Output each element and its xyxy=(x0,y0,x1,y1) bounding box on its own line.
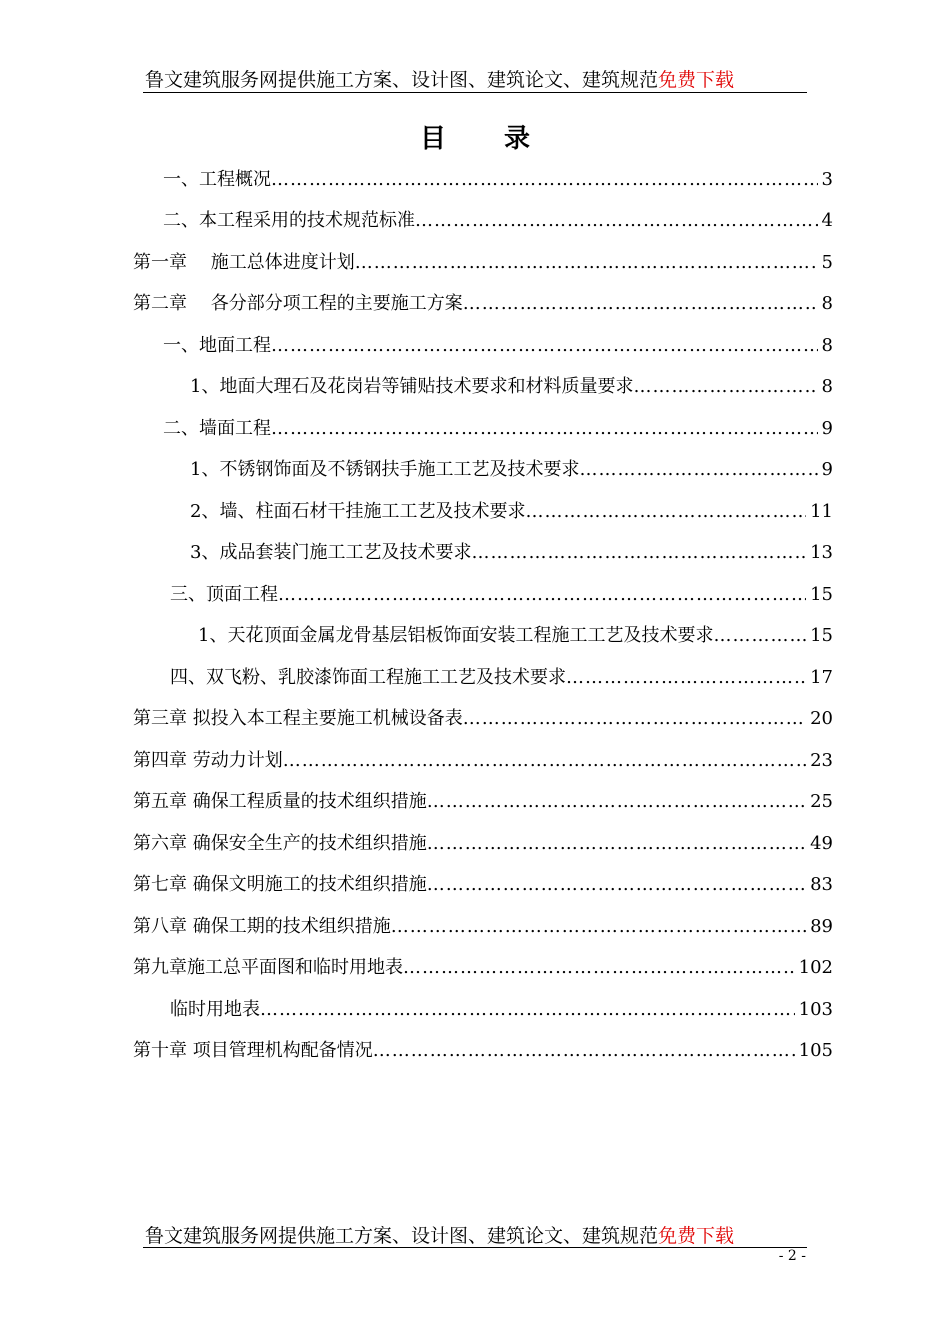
toc-row[interactable] xyxy=(133,832,833,856)
toc-leader xyxy=(271,168,818,192)
toc-label: 1、地面大理石及花岗岩等铺贴技术要求和材料质量要求 xyxy=(190,376,634,397)
toc-row[interactable] xyxy=(133,251,833,275)
toc-leader xyxy=(415,209,818,233)
toc-leader xyxy=(355,251,818,275)
toc-row[interactable] xyxy=(133,956,833,980)
toc-leader xyxy=(278,583,806,607)
toc-row[interactable] xyxy=(163,209,833,233)
toc-row[interactable] xyxy=(170,998,833,1022)
toc-page: 23 xyxy=(810,750,833,771)
toc-label: 二、墙面工程 xyxy=(163,418,271,439)
toc-label: 第十章 项目管理机构配备情况 xyxy=(133,1040,373,1061)
toc-page: 20 xyxy=(810,708,833,729)
toc-row[interactable] xyxy=(133,707,833,731)
toc-label: 第五章 确保工程质量的技术组织措施 xyxy=(133,791,427,812)
toc-row[interactable] xyxy=(170,666,833,690)
toc-page: 15 xyxy=(810,584,833,605)
toc-row[interactable] xyxy=(163,168,833,192)
toc-page: 89 xyxy=(810,916,833,937)
toc-leader xyxy=(427,873,806,897)
toc-label: 一、工程概况 xyxy=(163,169,271,190)
toc-row[interactable] xyxy=(163,334,833,358)
toc-page: 13 xyxy=(810,542,833,563)
toc-label: 第四章 劳动力计划 xyxy=(133,750,283,771)
toc-label: 第七章 确保文明施工的技术组织措施 xyxy=(133,874,427,895)
toc-page: 15 xyxy=(810,625,833,646)
toc-label: 第三章 拟投入本工程主要施工机械设备表 xyxy=(133,708,463,729)
page-title: 目录 xyxy=(419,124,588,154)
toc-page: 25 xyxy=(810,791,833,812)
toc-leader xyxy=(271,334,818,358)
toc-leader xyxy=(471,541,806,565)
toc-leader xyxy=(463,292,818,316)
toc-leader xyxy=(633,375,817,399)
toc-label: 1、天花顶面金属龙骨基层铝板饰面安装工程施工工艺及技术要求 xyxy=(198,625,714,646)
toc-page: 8 xyxy=(821,335,833,356)
toc-row[interactable] xyxy=(190,375,833,399)
header-rule xyxy=(143,92,807,93)
toc-page: 8 xyxy=(821,293,833,314)
toc-label: 四、双飞粉、乳胶漆饰面工程施工工艺及技术要求 xyxy=(170,667,566,688)
toc-page: 83 xyxy=(810,874,833,895)
toc-page: 103 xyxy=(798,999,833,1020)
footer-rule xyxy=(143,1247,807,1248)
toc-leader xyxy=(427,790,806,814)
toc-page: 17 xyxy=(810,667,833,688)
header-banner-free-download: 免费下载 xyxy=(658,69,735,91)
toc-label: 2、墙、柱面石材干挂施工工艺及技术要求 xyxy=(190,501,526,522)
toc-label: 3、成品套装门施工工艺及技术要求 xyxy=(190,542,472,563)
toc-label: 第六章 确保安全生产的技术组织措施 xyxy=(133,833,427,854)
toc-label: 第二章 各分部分项工程的主要施工方案 xyxy=(133,293,463,314)
toc-leader xyxy=(713,624,806,648)
footer-banner-free-download: 免费下载 xyxy=(658,1225,735,1247)
toc-row[interactable] xyxy=(190,541,833,565)
toc-page: 9 xyxy=(821,459,833,480)
toc-leader xyxy=(271,417,818,441)
header-banner xyxy=(145,68,807,92)
toc-page: 8 xyxy=(821,376,833,397)
toc-row[interactable] xyxy=(133,790,833,814)
toc-leader xyxy=(463,707,806,731)
header-banner-text: 鲁文建筑服务网提供施工方案、设计图、建筑论文、建筑规范 xyxy=(145,69,659,91)
toc-page: 105 xyxy=(798,1040,833,1061)
toc-page: 102 xyxy=(798,957,833,978)
toc-row[interactable] xyxy=(133,292,833,316)
toc-leader xyxy=(283,749,806,773)
toc-leader xyxy=(566,666,806,690)
toc-row[interactable] xyxy=(133,1039,833,1063)
toc-row[interactable] xyxy=(133,915,833,939)
toc-leader xyxy=(391,915,806,939)
toc-label: 一、地面工程 xyxy=(163,335,271,356)
toc-leader xyxy=(427,832,806,856)
toc-leader xyxy=(579,458,817,482)
toc-leader xyxy=(373,1039,795,1063)
toc-label: 1、不锈钢饰面及不锈钢扶手施工工艺及技术要求 xyxy=(190,459,580,480)
toc-row[interactable] xyxy=(190,500,833,524)
toc-label: 二、本工程采用的技术规范标准 xyxy=(163,210,415,231)
toc-row[interactable] xyxy=(133,873,833,897)
toc-page: 11 xyxy=(810,501,833,522)
toc-page: 9 xyxy=(821,418,833,439)
toc-row[interactable] xyxy=(170,583,833,607)
toc-row[interactable] xyxy=(198,624,833,648)
toc-row[interactable] xyxy=(190,458,833,482)
toc-label: 三、顶面工程 xyxy=(170,584,278,605)
toc-leader xyxy=(525,500,806,524)
page-number: - 2 - xyxy=(778,1248,806,1264)
toc-label: 第一章 施工总体进度计划 xyxy=(133,252,355,273)
toc-leader xyxy=(403,956,795,980)
toc-row[interactable] xyxy=(133,749,833,773)
toc-row[interactable] xyxy=(163,417,833,441)
toc-label: 第八章 确保工期的技术组织措施 xyxy=(133,916,391,937)
toc-label: 临时用地表 xyxy=(170,999,260,1020)
toc-page: 5 xyxy=(821,252,833,273)
toc-page: 49 xyxy=(810,833,833,854)
footer-banner-text: 鲁文建筑服务网提供施工方案、设计图、建筑论文、建筑规范 xyxy=(145,1225,659,1247)
toc-page: 3 xyxy=(821,169,833,190)
footer-banner xyxy=(145,1224,807,1248)
toc-page: 4 xyxy=(821,210,833,231)
toc-leader xyxy=(260,998,795,1022)
toc-label: 第九章施工总平面图和临时用地表 xyxy=(133,957,403,978)
